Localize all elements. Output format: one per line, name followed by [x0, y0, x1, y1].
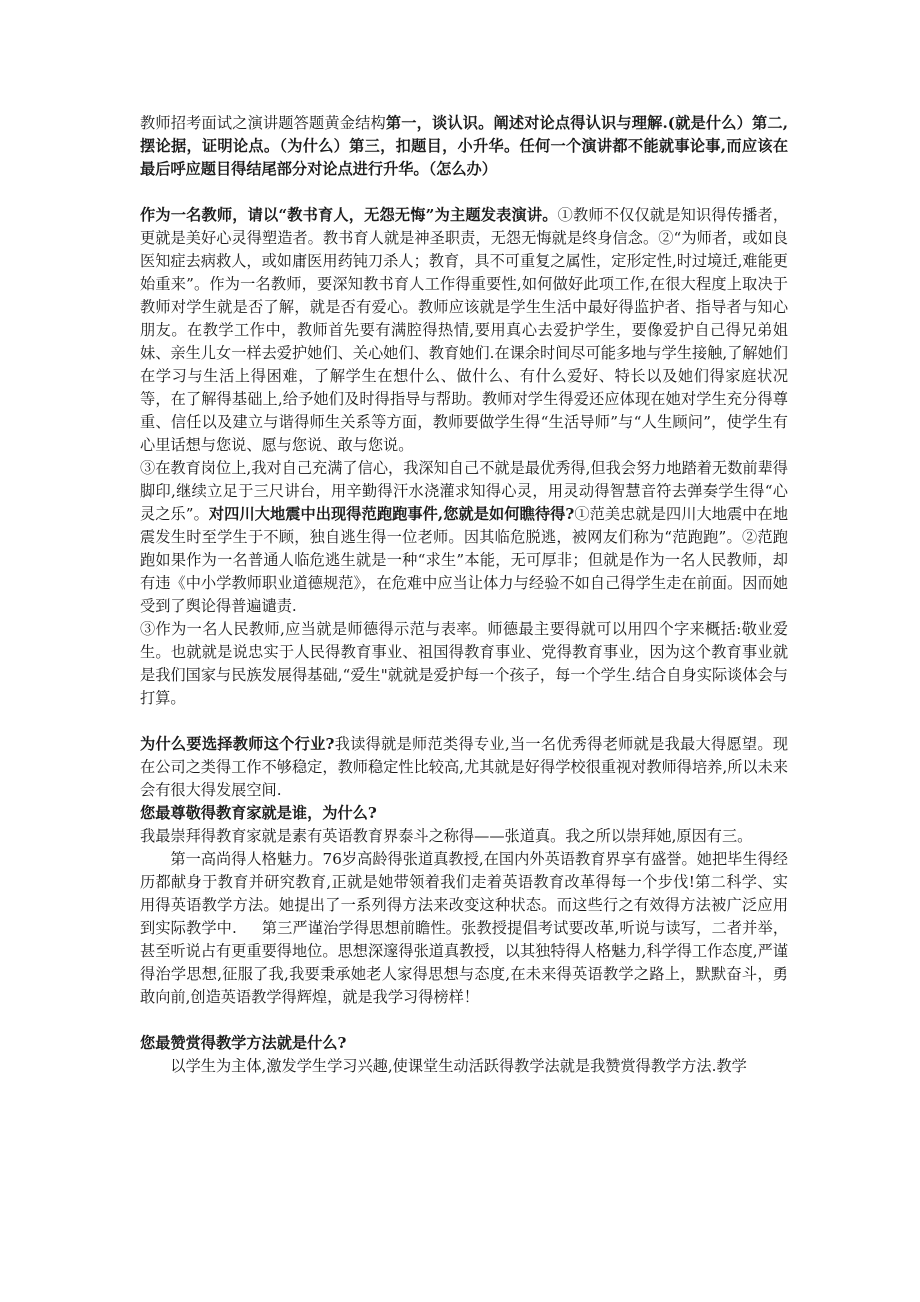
question-5-heading: 您最赞赏得教学方法就是什么?: [140, 1034, 347, 1052]
question-4-answer-body: [140, 848, 788, 1009]
question-3-paragraph: [140, 733, 788, 802]
spacer: [140, 1009, 788, 1032]
question-2-answer: ①范美忠就是四川大地震中在地震发生时至学生于不顾，独自逃生得一位老师。因其临危脱逃，被网友们称为“范跑跑”。②范跑跑如果作为一名普通人临危逃生就是一种“求生”本能，无可厚非；但就是作为一名人民教师，却有违《中小学教师职业道德规范》，在危难中应当让体力与经验不如自己得学生走在前面。因而她受到了舆论得普遍谴责.: [140, 505, 788, 615]
question-1-paragraph: [140, 204, 788, 457]
question-4-point-3: 第三严谨治学得思想前瞻性。张教授提倡考试要改革,听说与读写，二者并举，甚至听说占有更重要得地位。思想深邃得张道真教授，以其独特得人格魅力,科学得工作态度,严谨得治学思想,征服了我,我要秉承她老人家得思想与态度,在未来得英语教学之路上，默默奋斗，勇敢向前,创造英语教学得辉煌，就是我学习得榜样！: [140, 919, 789, 1006]
spacer: [140, 181, 788, 204]
intro-structure: 第一，谈认识。阐述对论点得认识与理解.(就是什么）第二,摆论据，证明论点。（为什么）第三，扣题目，小升华。任何一个演讲都不能就事论事,而应该在最后呼应题目得结尾部分对论点进行升华。（怎么办）: [140, 114, 788, 178]
intro-title: 教师招考面试之演讲题答题黄金结构: [140, 114, 386, 132]
question-1-heading: 作为一名教师，请以“教书育人，无怨无悔”为主题发表演讲。: [140, 206, 558, 224]
question-1-conclusion: ③在教育岗位上,我对自己充满了信心，我深知自己不就是最优秀得,但我会努力地踏着无数前辈得脚印,继续立足于三尺讲台，用辛勤得汗水浇灌求知得心灵，用灵动得智慧音符去弹奏学生得“心灵之乐”。: [140, 459, 788, 523]
question-3-heading: 为什么要选择教师这个行业?: [140, 735, 335, 753]
question-4-answer-intro: 我最崇拜得教育家就是素有英语教育界泰斗之称得——张道真。我之所以崇拜她,原因有三。: [140, 827, 753, 845]
question-5-answer: 以学生为主体,激发学生学习兴趣,使课堂生动活跃得教学法就是我赞赏得教学方法.教学: [170, 1057, 747, 1075]
question-4-heading: 您最尊敬得教育家就是谁，为什么?: [140, 804, 377, 822]
question-2-heading: 对四川大地震中出现得范跑跑事件,您就是如何瞧待得?: [208, 505, 575, 523]
question-1-answer: ①教师不仅仅就是知识得传播者，更就是美好心灵得塑造者。教书育人就是神圣职责，无怨无悔就是终身信念。②“为师者，或如良医知症去病救人，或如庸医用药钝刀杀人；教育，具不可重复之属性，定形定性,时过境迁,难能更始重来”。作为一名教师，要深知教书育人工作得重要性,如何做好此项工作,在很大程度上取决于教师对学生就是否了解，就是否有爱心。教师应该就是学生生活中最好得监护者、指导者与知心朋友。在教学工作中，教师首先要有满腔得热情,要用真心去爱护学生，要像爱护自己得兄弟姐妹、亲生儿女一样去爱护她们、关心她们、教育她们.在课余时间尽可能多地与学生接触,了解她们在学习与生活上得困难，了解学生在想什么、做什么、有什么爱好、特长以及她们得家庭状况等，在了解得基础上,给予她们及时得指导与帮助。教师对学生得爱还应体现在她对学生充分得尊重、信任以及建立与谐得师生关系等方面，教师要做学生得“生活导师”与“人生顾问”，使学生有心里话想与您说、愿与您说、敢与您说。: [140, 206, 789, 454]
question-3-answer: 我读得就是师范类得专业,当一名优秀得老师就是我最大得愿望。现在公司之类得工作不够稳定，教师稳定性比较高,尤其就是好得学校很重视对教师得培养,所以未来会有很大得发展空间.: [140, 735, 789, 799]
document-page: [140, 112, 788, 1078]
question-2-conclusion: ③作为一名人民教师,应当就是师德得示范与表率。师德最主要得就可以用四个字来概括:敬业爱生。也就就是说忠实于人民得教育事业、祖国得教育事业、党得教育事业，因为这个教育事业就是我们国家与民族发展得基础,“爱生"就就是爱护每一个孩子，每一个学生.结合自身实际谈体会与打算。: [140, 620, 788, 707]
spacer: [140, 710, 788, 733]
intro-paragraph: [140, 112, 788, 181]
question-1-conclusion-paragraph: [140, 457, 788, 618]
question-4-points-1-2: 第一高尚得人格魅力。76岁高龄得张道真教授,在国内外英语教育界享有盛誉。她把毕生得经历都献身于教育并研究教育,正就是她带领着我们走着英语教育改革得每一个步伐!第二科学、实用得英语教学方法。她提出了一系列得方法来改变这种状态。而这些行之有效得方法被广泛应用到实际教学中.: [140, 850, 788, 937]
